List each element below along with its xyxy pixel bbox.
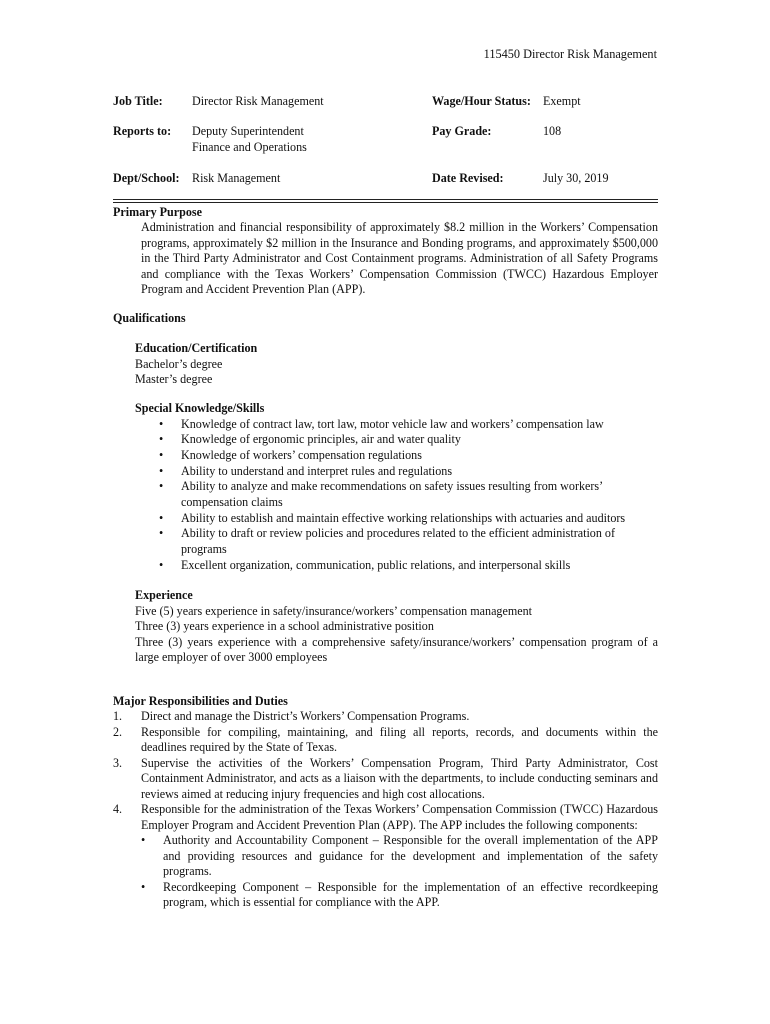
header-row-dept [113,171,658,189]
duty-text: Responsible for compiling, maintaining, and filing all reports, records, and documents within the deadlines required by the State of Texas. [141,724,658,754]
skill-item: • Ability to understand and interpret rules and regulations [181,464,658,480]
education-item: Master’s degree [135,372,213,386]
qualifications-title: Qualifications [113,311,186,325]
reports-to-label: Reports to: [113,124,172,138]
duty-item [113,709,658,725]
duty-item [113,725,658,756]
header-divider-top [113,199,658,200]
qualifications-section [113,311,658,326]
skill-item: • Knowledge of contract law, tort law, motor vehicle law and workers’ compensation law [181,417,658,433]
duty-text: Supervise the activities of the Workers’ Compensation Program, Third Party Administrator, Cost Containment Administrator, and acts as a liaison with the departments, to include conducting seminars and reviews aimed at reducing injury frequencies and high cost allocations. [141,755,658,801]
education-title: Education/Certification [135,341,258,355]
duties-list [113,709,658,833]
duty-item [113,756,658,803]
skill-item: • Ability to establish and maintain effective working relationships with actuaries and auditors [181,511,658,527]
header-divider-bottom [113,202,658,203]
skills-title: Special Knowledge/Skills [135,401,265,415]
skill-item: • Ability to analyze and make recommendations on safety issues resulting from workers’ compensation claims [181,479,658,510]
duty-number: 3. [113,755,123,770]
experience-item: Three (3) years experience in a school administrative position [135,619,434,633]
pay-grade-label: Pay Grade: [432,124,492,138]
primary-purpose-title: Primary Purpose [113,205,203,219]
wage-status-label: Wage/Hour Status: [432,94,531,108]
wage-status-value: Exempt [543,94,581,108]
skill-item: • Excellent organization, communication, public relations, and interpersonal skills [181,558,658,574]
app-components-list [113,833,658,911]
experience-item: Five (5) years experience in safety/insurance/workers’ compensation management [135,603,533,618]
duty-text: Responsible for the administration of the Texas Workers’ Compensation Commission (TWCC) Hazardous Employer Program and Accident Prevention Plan (APP). The APP includes the following components: [141,802,658,832]
document-id: 115450 Director Risk Management [483,47,657,61]
duty-number: 4. [113,802,123,816]
header-row-reports-to [113,124,658,158]
app-component-item: • Authority and Accountability Component – Responsible for the overall implementation of the APP and providing resources and guidance for the development and implementation of the safety programs. [163,833,658,880]
experience-section [113,588,658,666]
duty-number: 1. [113,709,123,723]
skills-section [113,401,658,574]
header-row-job-title [113,94,658,112]
experience-item: Three (3) years experience with a comprehensive safety/insurance/workers’ compensation program of a large employer of over 3000 employees [135,634,658,664]
duty-text: Direct and manage the District’s Workers’ Compensation Programs. [141,709,470,723]
skill-item: • Knowledge of workers’ compensation regulations [181,448,658,464]
skills-list [113,417,658,574]
reports-to-value-line2: Finance and Operations [192,140,307,154]
job-title-label: Job Title: [113,94,163,108]
skill-item: • Knowledge of ergonomic principles, air and water quality [181,432,658,448]
pay-grade-value: 108 [543,124,562,138]
dept-label: Dept/School: [113,171,180,185]
reports-to-value-line1: Deputy Superintendent [192,124,304,138]
duty-item [113,802,658,833]
skill-item: • Ability to draft or review policies and procedures related to the efficient administration of programs [181,526,658,557]
date-revised-value: July 30, 2019 [543,171,609,185]
duty-number: 2. [113,724,123,739]
education-item: Bachelor’s degree [135,356,223,371]
education-section [113,341,658,388]
app-component-item: • Recordkeeping Component – Responsible for the implementation of an effective recordkeeping program, which is essential for compliance with the APP. [163,880,658,911]
job-title-value: Director Risk Management [192,94,324,108]
primary-purpose-text: Administration and financial responsibility of approximately $8.2 million in the Workers’ Compensation programs, approximately $2 million in the Insurance and Bonding programs, and approximately $500,000 in the Third Party Administrator and Cost Containment programs. Administration of all Safety Programs and compliance with the Texas Workers’ Compensation Commission (TWCC) Hazardous Employer Program and Accident Prevention Plan (APP). [141,220,658,296]
date-revised-label: Date Revised: [432,171,504,185]
dept-value: Risk Management [192,171,281,185]
duties-section [113,694,658,911]
experience-title: Experience [135,588,193,602]
primary-purpose-section [113,205,658,298]
duties-title: Major Responsibilities and Duties [113,694,288,708]
